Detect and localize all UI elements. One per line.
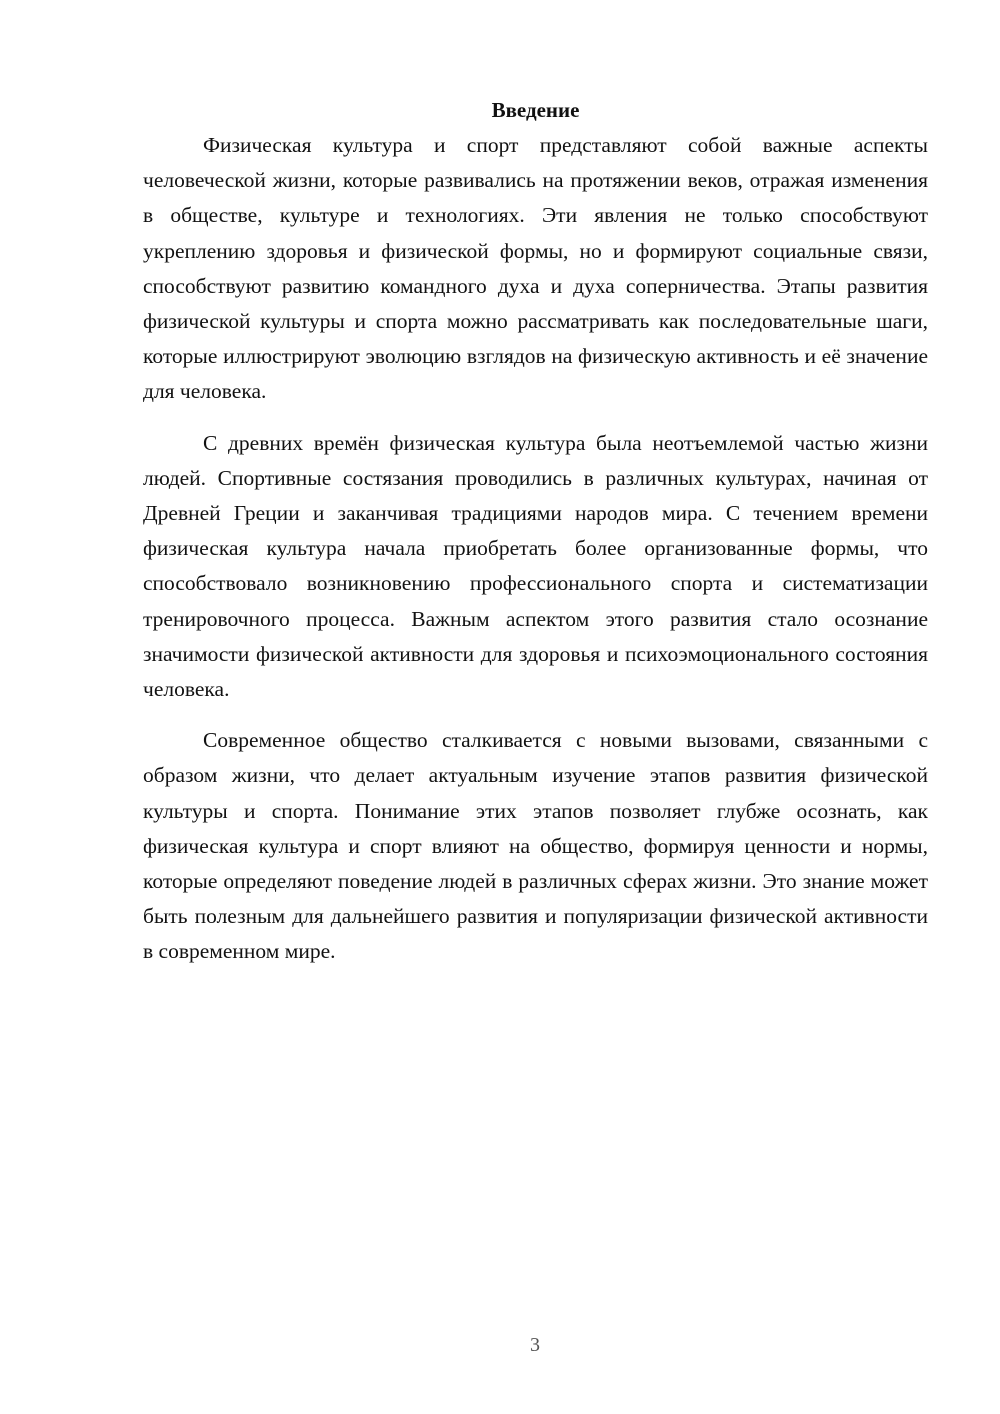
page-number: 3 — [530, 1334, 540, 1356]
paragraph-3: Современное общество сталкивается с новыми вызовами, связанными с образом жизни, что делает актуальным изучение этапов развития физической культуры и спорта. Понимание этих этапов позволяет глубже осознать, как физическая культура и спорт влияют на общество, формируя ценности и нормы, которые определяют поведение людей в различных сферах жизни. Это знание может быть полезным для дальнейшего развития и популяризации физической активности в современном мире. — [143, 728, 928, 964]
section-heading: Введение — [491, 98, 580, 122]
paragraph-2: С древних времён физическая культура была неотъемлемой частью жизни людей. Спортивные состязания проводились в различных культурах, начиная от Древней Греции и заканчивая традициями народов мира. С течением времени физическая культура начала приобретать более организованные формы, что способствовало возникновению профессионального спорта и систематизации тренировочного процесса. Важным аспектом этого развития стало осознание значимости физической активности для здоровья и психоэмоционального состояния человека. — [143, 430, 928, 702]
page-content — [143, 95, 928, 986]
paragraph-1: Физическая культура и спорт представляют собой важные аспекты человеческой жизни, которые развивались на протяжении веков, отражая изменения в обществе, культуре и технологиях. Эти явления не только способствуют укреплению здоровья и физической формы, но и формируют социальные связи, способствуют развитию командного духа и духа соперничества. Этапы развития физической культуры и спорта можно рассматривать как последовательные шаги, которые иллюстрируют эволюцию взглядов на физическую активность и её значение для человека. — [143, 133, 928, 404]
